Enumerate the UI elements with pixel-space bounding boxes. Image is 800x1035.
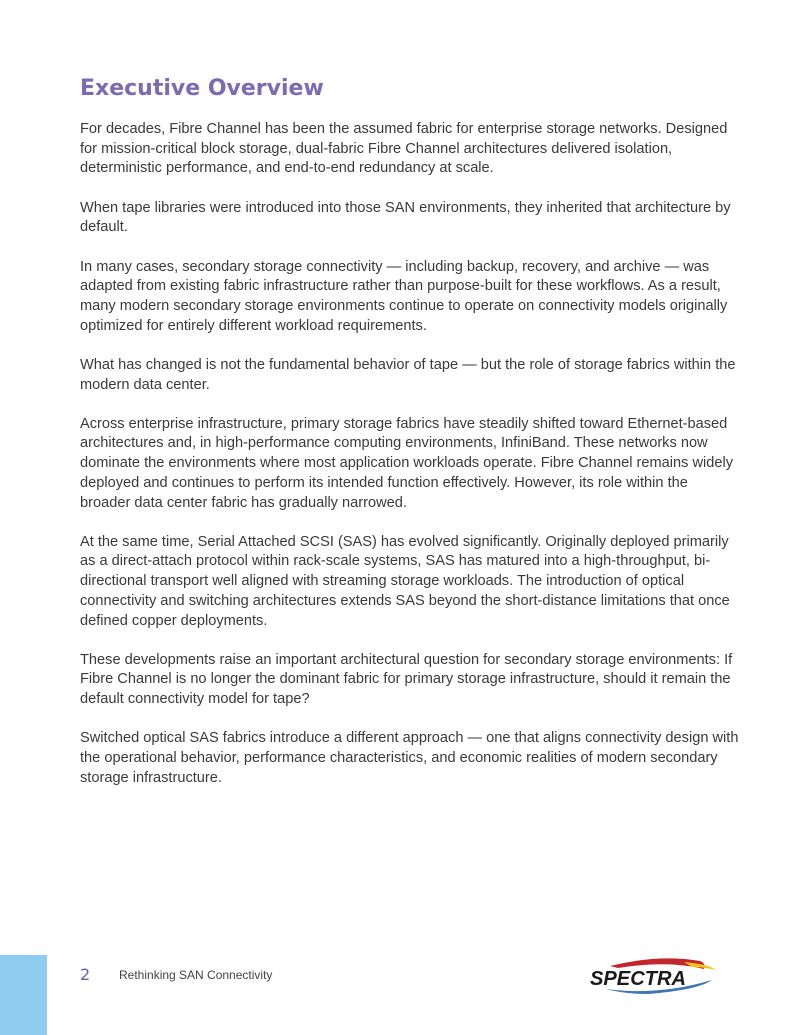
paragraph: Switched optical SAS fabrics introduce a different approach — one that aligns connectivity design with the operational behavior, performance characteristics, and economic realities of modern secondary storage infrastructure. [80, 730, 739, 786]
page-number: 2 [80, 965, 91, 984]
spectra-logo [588, 956, 720, 996]
paragraph: What has changed is not the fundamental behavior of tape — but the role of storage fabrics within the modern data center. [80, 356, 736, 393]
paragraph: In many cases, secondary storage connectivity — including backup, recovery, and archive — was adapted from existing fabric infrastructure rather than purpose-built for these workflows. As a result, many modern secondary storage environments continue to operate on connectivity models originally optimized for entirely different workload requirements. [80, 258, 728, 334]
body-text [80, 120, 740, 808]
paragraph: For decades, Fibre Channel has been the assumed fabric for enterprise storage networks. Designed for mission-critical block storage, dual-fabric Fibre Channel architectures delivered isolation, deterministic performance, and end-to-end redundancy at scale. [80, 121, 728, 177]
paragraph: When tape libraries were introduced into those SAN environments, they inherited that architecture by default. [80, 199, 731, 236]
side-tab-decoration [0, 955, 47, 1035]
paragraph: At the same time, Serial Attached SCSI (SAS) has evolved significantly. Originally deployed primarily as a direct-attach protocol within rack-scale systems, SAS has matured into a high-throughput, bi-directional transport well aligned with streaming storage workloads. The introduction of optical connectivity and switching architectures extends SAS beyond the short-distance limitations that once defined copper deployments. [80, 533, 730, 629]
footer-document-title: Rethinking SAN Connectivity [119, 968, 273, 982]
page-title: Executive Overview [80, 76, 324, 101]
paragraph: Across enterprise infrastructure, primary storage fabrics have steadily shifted toward Ethernet-based architectures and, in high-performance computing environments, InfiniBand. These networks now dominate the environments where most application workloads operate. Fibre Channel remains widely deployed and continues to perform its intended function effectively. However, its role within the broader data center fabric has gradually narrowed. [80, 415, 733, 511]
paragraph: These developments raise an important architectural question for secondary storage environments: If Fibre Channel is no longer the dominant fabric for primary storage infrastructure, should it remain the default connectivity model for tape? [80, 651, 733, 708]
logo-text: SPECTRA [590, 968, 686, 990]
